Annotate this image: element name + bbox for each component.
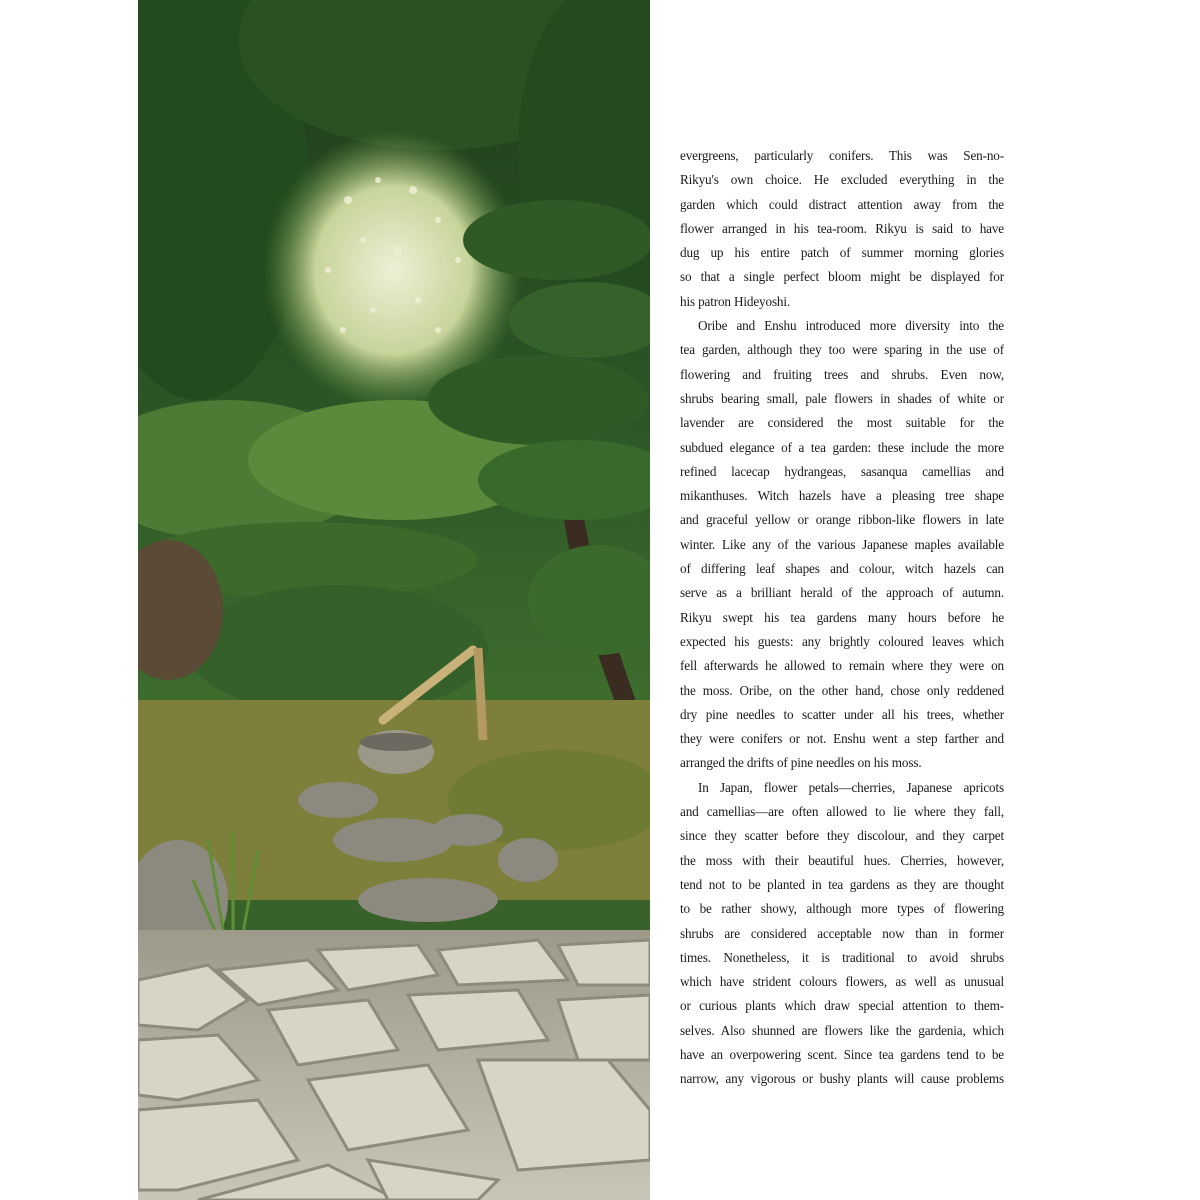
text-line: to be rather showy, although more types of flowering bbox=[680, 901, 1004, 917]
text-line: they were conifers or not. Enshu went a step farther and bbox=[680, 731, 1004, 747]
text-line: have an overpowering scent. Since tea gardens tend to be bbox=[680, 1046, 1004, 1062]
body-text-column bbox=[680, 144, 1004, 1092]
text-line: Rikyu's own choice. He excluded everything in the bbox=[680, 172, 1004, 188]
text-line: dug up his entire patch of summer morning glories bbox=[680, 245, 1004, 261]
text-line: and graceful yellow or orange ribbon-like flowers in late bbox=[680, 512, 1004, 528]
text-line: garden which could distract attention away from the bbox=[680, 196, 1004, 212]
text-line: which have strident colours flowers, as well as unusual bbox=[680, 974, 1004, 990]
text-line: times. Nonetheless, it is traditional to avoid shrubs bbox=[680, 949, 1004, 965]
text-line: the moss with their beautiful hues. Cherries, however, bbox=[680, 852, 1004, 868]
stone-basin-rim bbox=[360, 733, 432, 751]
text-line: lavender are considered the most suitable for the bbox=[680, 415, 1004, 431]
paragraph-2 bbox=[680, 314, 1004, 776]
text-line: tea garden, although they too were sparing in the use of bbox=[680, 342, 1004, 358]
hedge-lower bbox=[188, 585, 488, 715]
text-line: or curious plants which draw special attention to them- bbox=[680, 998, 1004, 1014]
text-line: so that a single perfect bloom might be displayed for bbox=[680, 269, 1004, 285]
text-line: mikanthuses. Witch hazels have a pleasing tree shape bbox=[680, 488, 1004, 504]
text-line: evergreens, particularly conifers. This was Sen-no- bbox=[680, 148, 1004, 163]
text-line: dry pine needles to scatter under all his trees, whether bbox=[680, 706, 1004, 722]
text-line: of differing leaf shapes and colour, witch hazels can bbox=[680, 561, 1004, 577]
text-line: since they scatter before they discolour, and they carpet bbox=[680, 828, 1004, 844]
pine-cloud-1 bbox=[463, 200, 650, 280]
text-line: In Japan, flower petals—cherries, Japanese apricots bbox=[698, 779, 1004, 795]
text-line: Rikyu swept his tea gardens many hours before he bbox=[680, 609, 1004, 625]
text-line: flower arranged in his tea-room. Rikyu is said to have bbox=[680, 220, 1004, 236]
text-line: narrow, any vigorous or bushy plants will cause problems bbox=[680, 1071, 1004, 1087]
text-line: tend not to be planted in tea gardens as they are thought bbox=[680, 876, 1004, 892]
text-line: selves. Also shunned are flowers like the gardenia, which bbox=[680, 1022, 1004, 1038]
text-line: winter. Like any of the various Japanese maples available bbox=[680, 536, 1004, 552]
text-line: subdued elegance of a tea garden: these include the more bbox=[680, 439, 1004, 455]
text-line: shrubs are considered acceptable now than in former bbox=[680, 925, 1004, 941]
text-line: arranged the drifts of pine needles on his moss. bbox=[680, 755, 922, 771]
text-line: shrubs bearing small, pale flowers in shades of white or bbox=[680, 390, 1004, 406]
text-line: flowering and fruiting trees and shrubs. Even now, bbox=[680, 366, 1004, 382]
text-line: and camellias—are often allowed to lie where they fall, bbox=[680, 804, 1004, 820]
garden-photo-illustration bbox=[138, 0, 650, 1200]
garden-photograph bbox=[138, 0, 650, 1200]
text-line: refined lacecap hydrangeas, sasanqua camellias and bbox=[680, 463, 1004, 479]
paragraph-1 bbox=[680, 144, 1004, 314]
pine-cloud-3 bbox=[428, 355, 648, 445]
text-line: the moss. Oribe, on the other hand, chose only reddened bbox=[680, 682, 1004, 698]
text-line: his patron Hideyoshi. bbox=[680, 293, 791, 309]
text-line: fell afterwards he allowed to remain where they were on bbox=[680, 658, 1004, 674]
paragraph-3 bbox=[680, 776, 1004, 1092]
text-line: expected his guests: any brightly coloured leaves which bbox=[680, 633, 1004, 649]
bamboo-post bbox=[478, 648, 483, 740]
text-line: serve as a brilliant herald of the approach of autumn. bbox=[680, 585, 1004, 601]
text-line: Oribe and Enshu introduced more diversity into the bbox=[698, 318, 1004, 334]
